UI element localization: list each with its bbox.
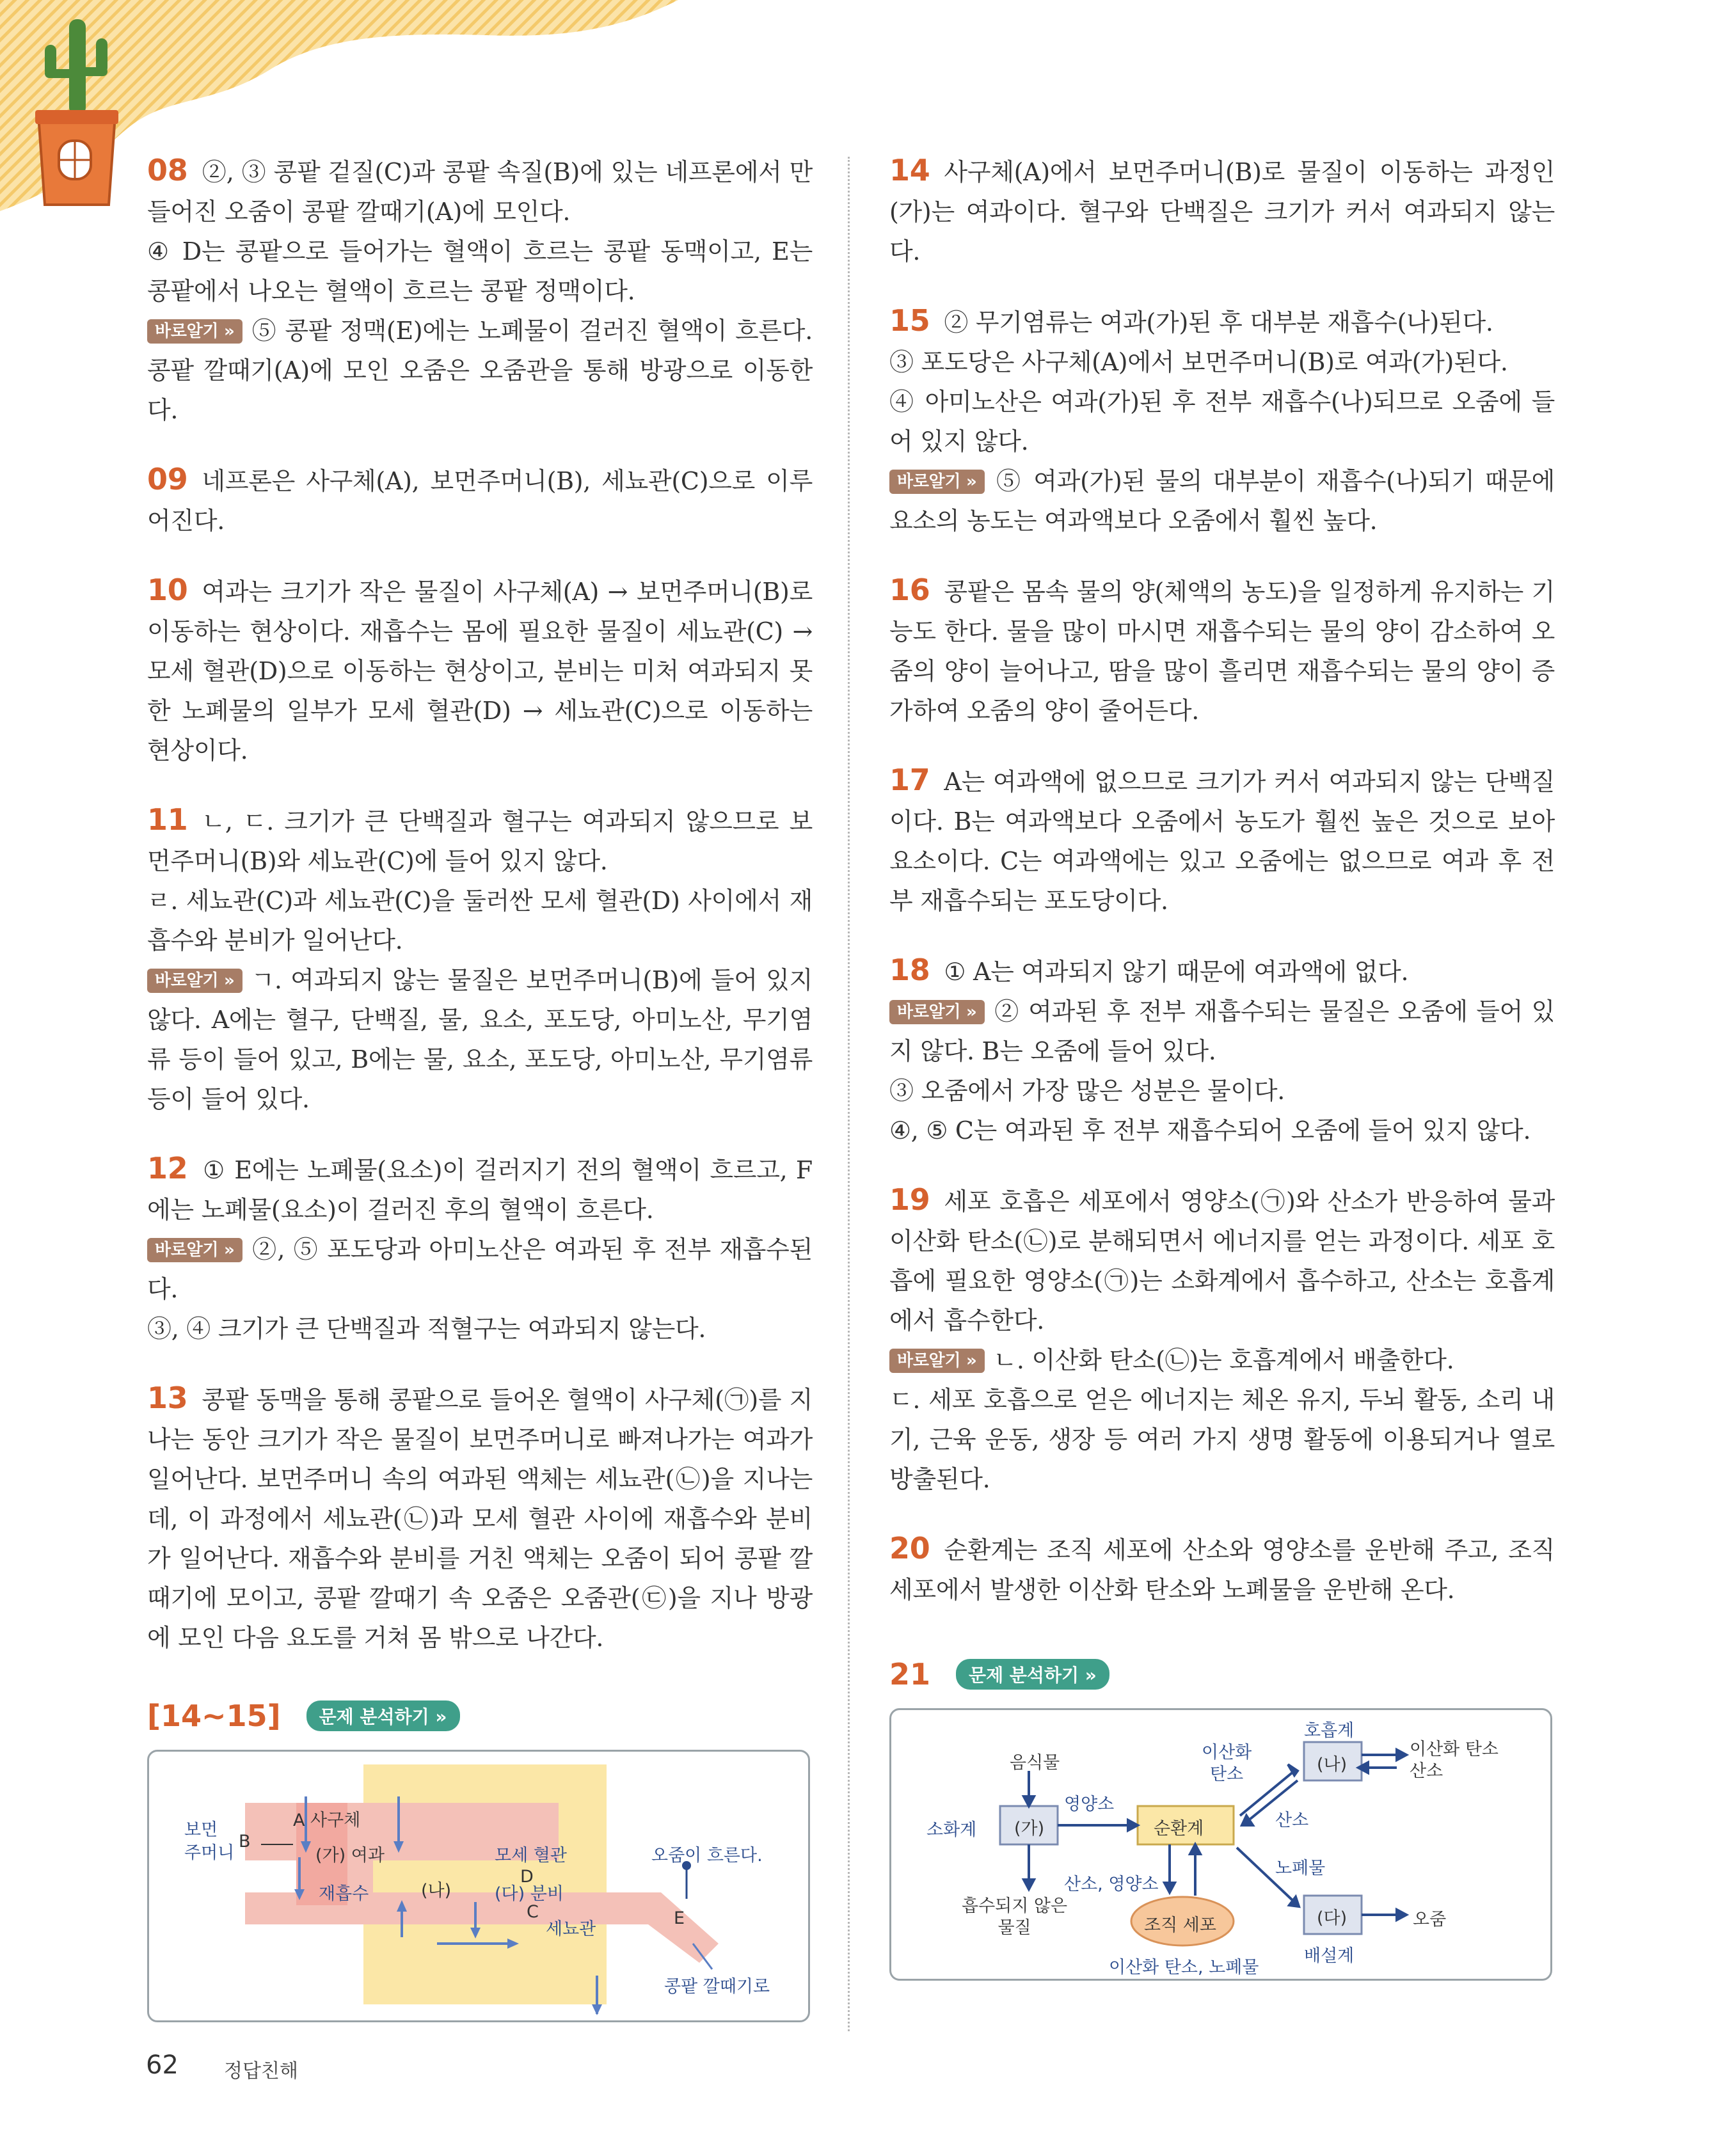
excretory-label: 배설계	[1304, 1946, 1355, 1966]
co2-waste-label: 이산화 탄소, 노폐물	[1109, 1958, 1259, 1978]
question-number: 14	[889, 153, 930, 187]
reabsorption-label: 재흡수	[319, 1884, 369, 1904]
answer-paragraph	[147, 1378, 813, 1658]
secretion-label: (다) 분비	[495, 1884, 564, 1904]
answer-paragraph	[147, 311, 813, 430]
paragraph-text: ㄴ, ㄷ. 크기가 큰 단백질과 혈구는 여과되지 않으므로 보먼주머니(B)와 세뇨관(C)에 들어 있지 않다.	[147, 807, 813, 875]
urine-flow-label: 오줌이 흐른다.	[651, 1846, 763, 1866]
paragraph-text: ㄷ. 세포 호흡으로 얻은 에너지는 체온 유지, 두뇌 활동, 소리 내기, 근육 운동, 생장 등 여러 가지 생명 활동에 이용되거나 열로 방출된다.	[889, 1386, 1555, 1493]
correction-tag: 바로알기 »	[147, 969, 242, 993]
paragraph-text: 콩팥은 몸속 물의 양(체액의 농도)을 일정하게 유지하는 기능도 한다. 물을 많이 마시면 재흡수되는 물의 양이 감소하여 오줌의 양이 늘어나고, 땀을 많이 흘리면 재흡수되는 물의 양이 증가하여 오줌의 양이 줄어든다.	[889, 578, 1555, 725]
capillary-label: 모세 혈관	[495, 1846, 567, 1866]
left-column	[147, 150, 813, 1687]
oxygen-label: 산소	[1275, 1811, 1309, 1830]
paragraph-text: ②, ③ 콩팥 겉질(C)과 콩팥 속질(B)에 있는 네프론에서 만들어진 오줌이 콩팥 깔때기(A)에 모인다.	[147, 158, 813, 226]
unabsorbed-label: 흡수되지 않은 물질	[962, 1896, 1068, 1938]
paragraph-text: ③, ④ 크기가 큰 단백질과 적혈구는 여과되지 않는다.	[147, 1315, 706, 1343]
answer-item	[147, 150, 813, 430]
paragraph-text: A는 여과액에 없으므로 크기가 커서 여과되지 않는 단백질이다. B는 여과액보다 오줌에서 농도가 훨씬 높은 것으로 보아 요소이다. C는 여과액에는 있고 오줌에는 없으므로 여과 후 전부 재흡수되는 포도당이다.	[889, 768, 1555, 915]
answer-paragraph	[889, 150, 1555, 271]
answer-paragraph	[147, 881, 813, 960]
paragraph-text: ④, ⑤ C는 여과된 후 전부 재흡수되어 오줌에 들어 있지 않다.	[889, 1116, 1531, 1145]
urine-label: 오줌	[1413, 1910, 1447, 1930]
question-number: 13	[147, 1381, 188, 1415]
circulatory-label: 순환계	[1154, 1819, 1204, 1839]
answer-paragraph	[889, 1071, 1555, 1111]
answer-paragraph	[147, 800, 813, 881]
paragraph-text: ② 여과된 후 전부 재흡수되는 물질은 오줌에 들어 있지 않다. B는 오줌에 들어 있다.	[889, 997, 1555, 1065]
question-number: 12	[147, 1151, 188, 1185]
glomerulus-label: A 사구체	[293, 1811, 361, 1830]
label-e: E	[674, 1908, 685, 1928]
answer-paragraph	[889, 1380, 1555, 1499]
correction-tag: 바로알기 »	[889, 1349, 985, 1373]
answer-item	[147, 800, 813, 1119]
answer-item	[147, 459, 813, 541]
paragraph-text: ㄱ. 여과되지 않는 물질은 보먼주머니(B)에 들어 있지 않다. A에는 혈구, 단백질, 물, 요소, 포도당, 아미노산, 무기염류 등이 들어 있고, B에는 물, 요소, 포도당, 아미노산, 무기염류 등이 들어 있다.	[147, 966, 813, 1113]
node-ga: (가)	[1014, 1819, 1045, 1839]
bowman-label: 보먼 주머니	[184, 1820, 235, 1863]
respiratory-label: 호흡계	[1304, 1721, 1355, 1741]
question-number: 19	[889, 1182, 930, 1217]
answer-item	[147, 570, 813, 770]
question-number: 16	[889, 573, 930, 607]
correction-tag: 바로알기 »	[889, 1000, 985, 1024]
correction-tag: 바로알기 »	[889, 470, 985, 494]
node-da: (다)	[1317, 1908, 1347, 1928]
nutrient-label: 영양소	[1064, 1795, 1115, 1814]
answer-paragraph	[147, 1148, 813, 1230]
answer-item	[889, 760, 1555, 921]
cactus-icon	[35, 19, 118, 205]
answer-paragraph	[889, 1111, 1555, 1150]
paragraph-text: 네프론은 사구체(A), 보먼주머니(B), 세뇨관(C)으로 이루어진다.	[147, 467, 813, 535]
paragraph-text: ⑤ 콩팥 정맥(E)에는 노폐물이 걸러진 혈액이 흐른다. 콩팥 깔때기(A)에 모인 오줌은 오줌관을 통해 방광으로 이동한다.	[147, 317, 813, 424]
co2-label: 이산화 탄소	[1202, 1743, 1252, 1784]
section-label: 21	[889, 1657, 931, 1692]
paragraph-text: 콩팥 동맥을 통해 콩팥으로 들어온 혈액이 사구체(㉠)를 지나는 동안 크기가 작은 물질이 보먼주머니로 빠져나가는 여과가 일어난다. 보먼주머니 속의 여과된 액체는 세뇨관(㉡)을 지나는데, 이 과정에서 세뇨관(㉡)과 모세 혈관 사이에 재흡수와 분비가 일어난다. 재흡수와 분비를 거친 액체는 오줌이 되어 콩팥 깔때기에 모이고, 콩팥 깔때기 속 오줌은 오줌관(㉢)을 지나 방광에 모인 다음 요도를 거쳐 몸 밖으로 나간다.	[147, 1386, 813, 1652]
answer-paragraph	[147, 1309, 813, 1349]
co2-oxygen-label: 이산화 탄소 산소	[1410, 1740, 1498, 1781]
section-header-21	[889, 1638, 1109, 1692]
column-divider	[848, 157, 850, 2031]
paragraph-text: ① A는 여과되지 않기 때문에 여과액에 없다.	[944, 958, 1409, 986]
analysis-pill: 문제 분석하기 »	[306, 1700, 460, 1731]
paragraph-text: ③ 포도당은 사구체(A)에서 보먼주머니(B)로 여과(가)된다.	[889, 348, 1508, 376]
answer-paragraph	[147, 1230, 813, 1309]
answer-paragraph	[889, 461, 1555, 541]
question-number: 11	[147, 802, 188, 837]
answer-paragraph	[889, 301, 1555, 342]
label-b: B	[239, 1832, 251, 1851]
answer-paragraph	[889, 570, 1555, 731]
node-na: (나)	[1317, 1755, 1347, 1775]
answer-paragraph	[147, 150, 813, 232]
answer-item	[889, 301, 1555, 541]
answer-item	[147, 1148, 813, 1349]
answer-paragraph	[889, 992, 1555, 1071]
answer-paragraph	[889, 1340, 1555, 1380]
page-number: 62	[146, 2050, 179, 2080]
paragraph-text: ㄹ. 세뇨관(C)과 세뇨관(C)을 둘러싼 모세 혈관(D) 사이에서 재흡수와 분비가 일어난다.	[147, 887, 813, 955]
question-number: 10	[147, 573, 188, 607]
question-number: 18	[889, 953, 930, 987]
paragraph-text: ④ 아미노산은 여과(가)된 후 전부 재흡수(나)되므로 오줌에 들어 있지 않다.	[889, 388, 1555, 456]
digestive-label: 소화계	[926, 1820, 977, 1840]
paragraph-text: 사구체(A)에서 보먼주머니(B)로 물질이 이동하는 과정인 (가)는 여과이다. 혈구와 단백질은 크기가 커서 여과되지 않는다.	[889, 158, 1555, 266]
answer-item	[889, 570, 1555, 731]
oxygen-nutrient-label: 산소, 영양소	[1064, 1875, 1159, 1894]
label-c: C	[527, 1902, 539, 1922]
answer-paragraph	[889, 950, 1555, 992]
paragraph-text: ⑤ 여과(가)된 물의 대부분이 재흡수(나)되기 때문에 요소의 농도는 여과액보다 오줌에서 훨씬 높다.	[889, 467, 1555, 535]
food-label: 음식물	[1010, 1753, 1060, 1773]
answer-item	[889, 1528, 1555, 1610]
paragraph-text: 여과는 크기가 작은 물질이 사구체(A) → 보먼주머니(B)로 이동하는 현상이다. 재흡수는 몸에 필요한 물질이 세뇨관(C) → 모세 혈관(D)으로 이동하는 현상이고, 분비는 미처 여과되지 못한 노폐물의 일부가 모세 혈관(D) → 세뇨관(C)으로 이동하는 현상이다.	[147, 578, 813, 765]
question-number: 09	[147, 462, 188, 496]
filtration-label: (가) 여과	[315, 1846, 385, 1866]
paragraph-text: 순환계는 조직 세포에 산소와 영양소를 운반해 주고, 조직 세포에서 발생한 이산화 탄소와 노폐물을 운반해 온다.	[889, 1536, 1555, 1604]
answer-item	[889, 950, 1555, 1150]
answer-paragraph	[147, 232, 813, 311]
analysis-pill: 문제 분석하기 »	[956, 1659, 1109, 1690]
organ-system-diagram	[889, 1708, 1552, 1981]
question-number: 17	[889, 763, 930, 797]
answer-paragraph	[147, 960, 813, 1119]
paragraph-text: 세포 호흡은 세포에서 영양소(㉠)와 산소가 반응하여 물과 이산화 탄소(㉡)로 분해되면서 에너지를 얻는 과정이다. 세포 호흡에 필요한 영양소(㉠)는 소화계에서 흡수하고, 산소는 호흡계에서 흡수한다.	[889, 1187, 1555, 1335]
tubule-label: 세뇨관	[546, 1919, 596, 1939]
right-column	[889, 150, 1555, 1639]
footer-label: 정답친해	[224, 2060, 298, 2082]
correction-tag: 바로알기 »	[147, 319, 242, 344]
nephron-diagram	[147, 1750, 810, 2022]
answer-item	[147, 1378, 813, 1658]
waste-label: 노폐물	[1275, 1859, 1326, 1878]
paragraph-text: ① E에는 노폐물(요소)이 걸러지기 전의 혈액이 흐르고, F에는 노폐물(요소)이 걸러진 후의 혈액이 흐른다.	[147, 1156, 813, 1224]
question-number: 20	[889, 1531, 930, 1565]
answer-paragraph	[889, 1180, 1555, 1340]
to-pelvis-label: 콩팥 깔때기로	[664, 1977, 770, 1997]
paragraph-text: ㄴ. 이산화 탄소(㉡)는 호흡계에서 배출한다.	[993, 1346, 1454, 1374]
paragraph-text: ② 무기염류는 여과(가)된 후 대부분 재흡수(나)된다.	[944, 308, 1493, 337]
answer-item	[889, 1180, 1555, 1499]
answer-paragraph	[889, 382, 1555, 461]
question-number: 08	[147, 153, 188, 187]
answer-paragraph	[147, 459, 813, 541]
answer-paragraph	[889, 760, 1555, 921]
section-header-14-15	[147, 1679, 460, 1733]
answer-paragraph	[889, 342, 1555, 382]
section-label: [14~15]	[147, 1699, 281, 1733]
label-d: D	[520, 1867, 534, 1887]
paragraph-text: ④ D는 콩팥으로 들어가는 혈액이 흐르는 콩팥 동맥이고, E는 콩팥에서 나오는 혈액이 흐르는 콩팥 정맥이다.	[147, 237, 813, 305]
tissue-cell-label: 조직 세포	[1144, 1915, 1216, 1935]
correction-tag: 바로알기 »	[147, 1238, 242, 1262]
paragraph-text: ③ 오줌에서 가장 많은 성분은 물이다.	[889, 1077, 1285, 1105]
answer-paragraph	[147, 570, 813, 770]
answer-paragraph	[889, 1528, 1555, 1610]
label-na: (나)	[421, 1881, 452, 1901]
question-number: 15	[889, 303, 930, 338]
answer-item	[889, 150, 1555, 271]
paragraph-text: ②, ⑤ 포도당과 아미노산은 여과된 후 전부 재흡수된다.	[147, 1235, 813, 1303]
